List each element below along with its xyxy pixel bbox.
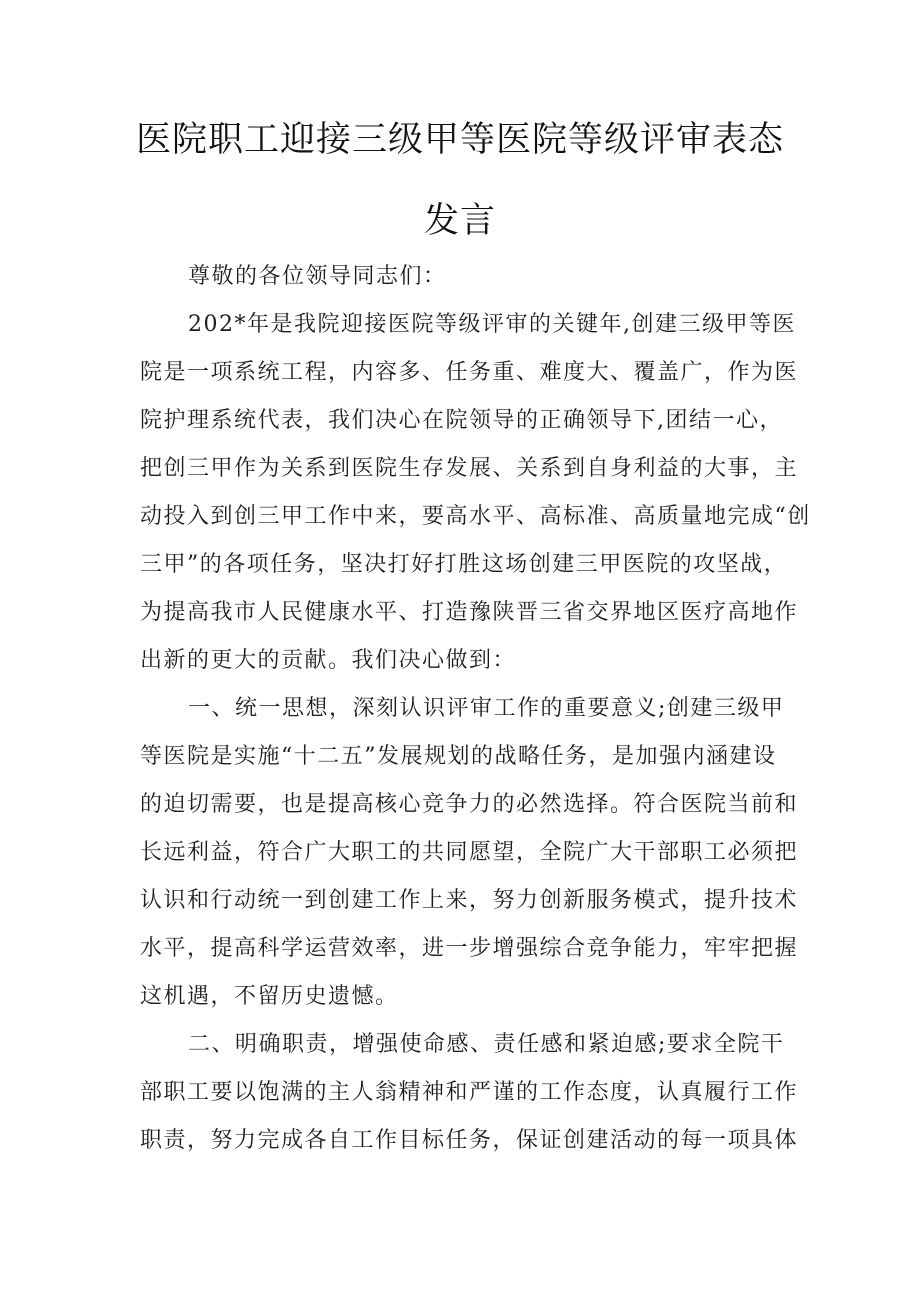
paragraph-1-line-1: 202*年是我院迎接医院等级评审的关键年,创建三级甲等医 (188, 312, 796, 337)
paragraph-2-line-7: 这机遇，不留历史遗憾。 (140, 984, 399, 1009)
paragraph-1-line-6: 三甲”的各项任务，坚决打好打胜这场创建三甲医院的攻坚战， (140, 552, 788, 577)
paragraph-2-line-4: 长远利益，符合广大职工的共同愿望，全院广大干部职工必须把 (140, 840, 799, 865)
paragraph-1-line-4: 把创三甲作为关系到医院生存发展、关系到自身利益的大事，主 (140, 456, 799, 481)
salutation: 尊敬的各位领导同志们： (188, 264, 447, 289)
paragraph-3-line-1: 二、明确职责，增强使命感、责任感和紧迫感;要求全院干 (188, 1032, 785, 1057)
paragraph-1-line-3: 院护理系统代表，我们决心在院领导的正确领导下,团结一心， (140, 408, 783, 433)
paragraph-2-line-6: 水平，提高科学运营效率，进一步增强综合竞争能力，牢牢把握 (140, 936, 799, 961)
paragraph-1-line-2: 院是一项系统工程，内容多、任务重、难度大、覆盖广，作为医 (140, 360, 799, 385)
paragraph-2-line-5: 认识和行动统一到创建工作上来，努力创新服务模式，提升技术 (140, 888, 799, 913)
paragraph-1-line-5: 动投入到创三甲工作中来，要高水平、高标准、高质量地完成“创 (140, 504, 811, 529)
document-title-line-1: 医院职工迎接三级甲等医院等级评审表态 (135, 120, 784, 160)
paragraph-2-line-2: 等医院是实施“十二五”发展规划的战略任务，是加强内涵建设 (140, 744, 777, 769)
paragraph-1-line-7: 为提高我市人民健康水平、打造豫陕晋三省交界地区医疗高地作 (140, 600, 799, 625)
paragraph-2-line-1: 一、统一思想，深刻认识评审工作的重要意义;创建三级甲 (188, 696, 785, 721)
paragraph-1-line-8: 出新的更大的贡献。我们决心做到： (140, 648, 517, 673)
paragraph-2-line-3: 的迫切需要，也是提高核心竞争力的必然选择。符合医院当前和 (140, 792, 799, 817)
document-title-line-2: 发言 (423, 201, 496, 241)
paragraph-3-line-3: 职责，努力完成各自工作目标任务，保证创建活动的每一项具体 (140, 1128, 799, 1153)
paragraph-3-line-2: 部职工要以饱满的主人翁精神和严谨的工作态度，认真履行工作 (140, 1080, 799, 1105)
